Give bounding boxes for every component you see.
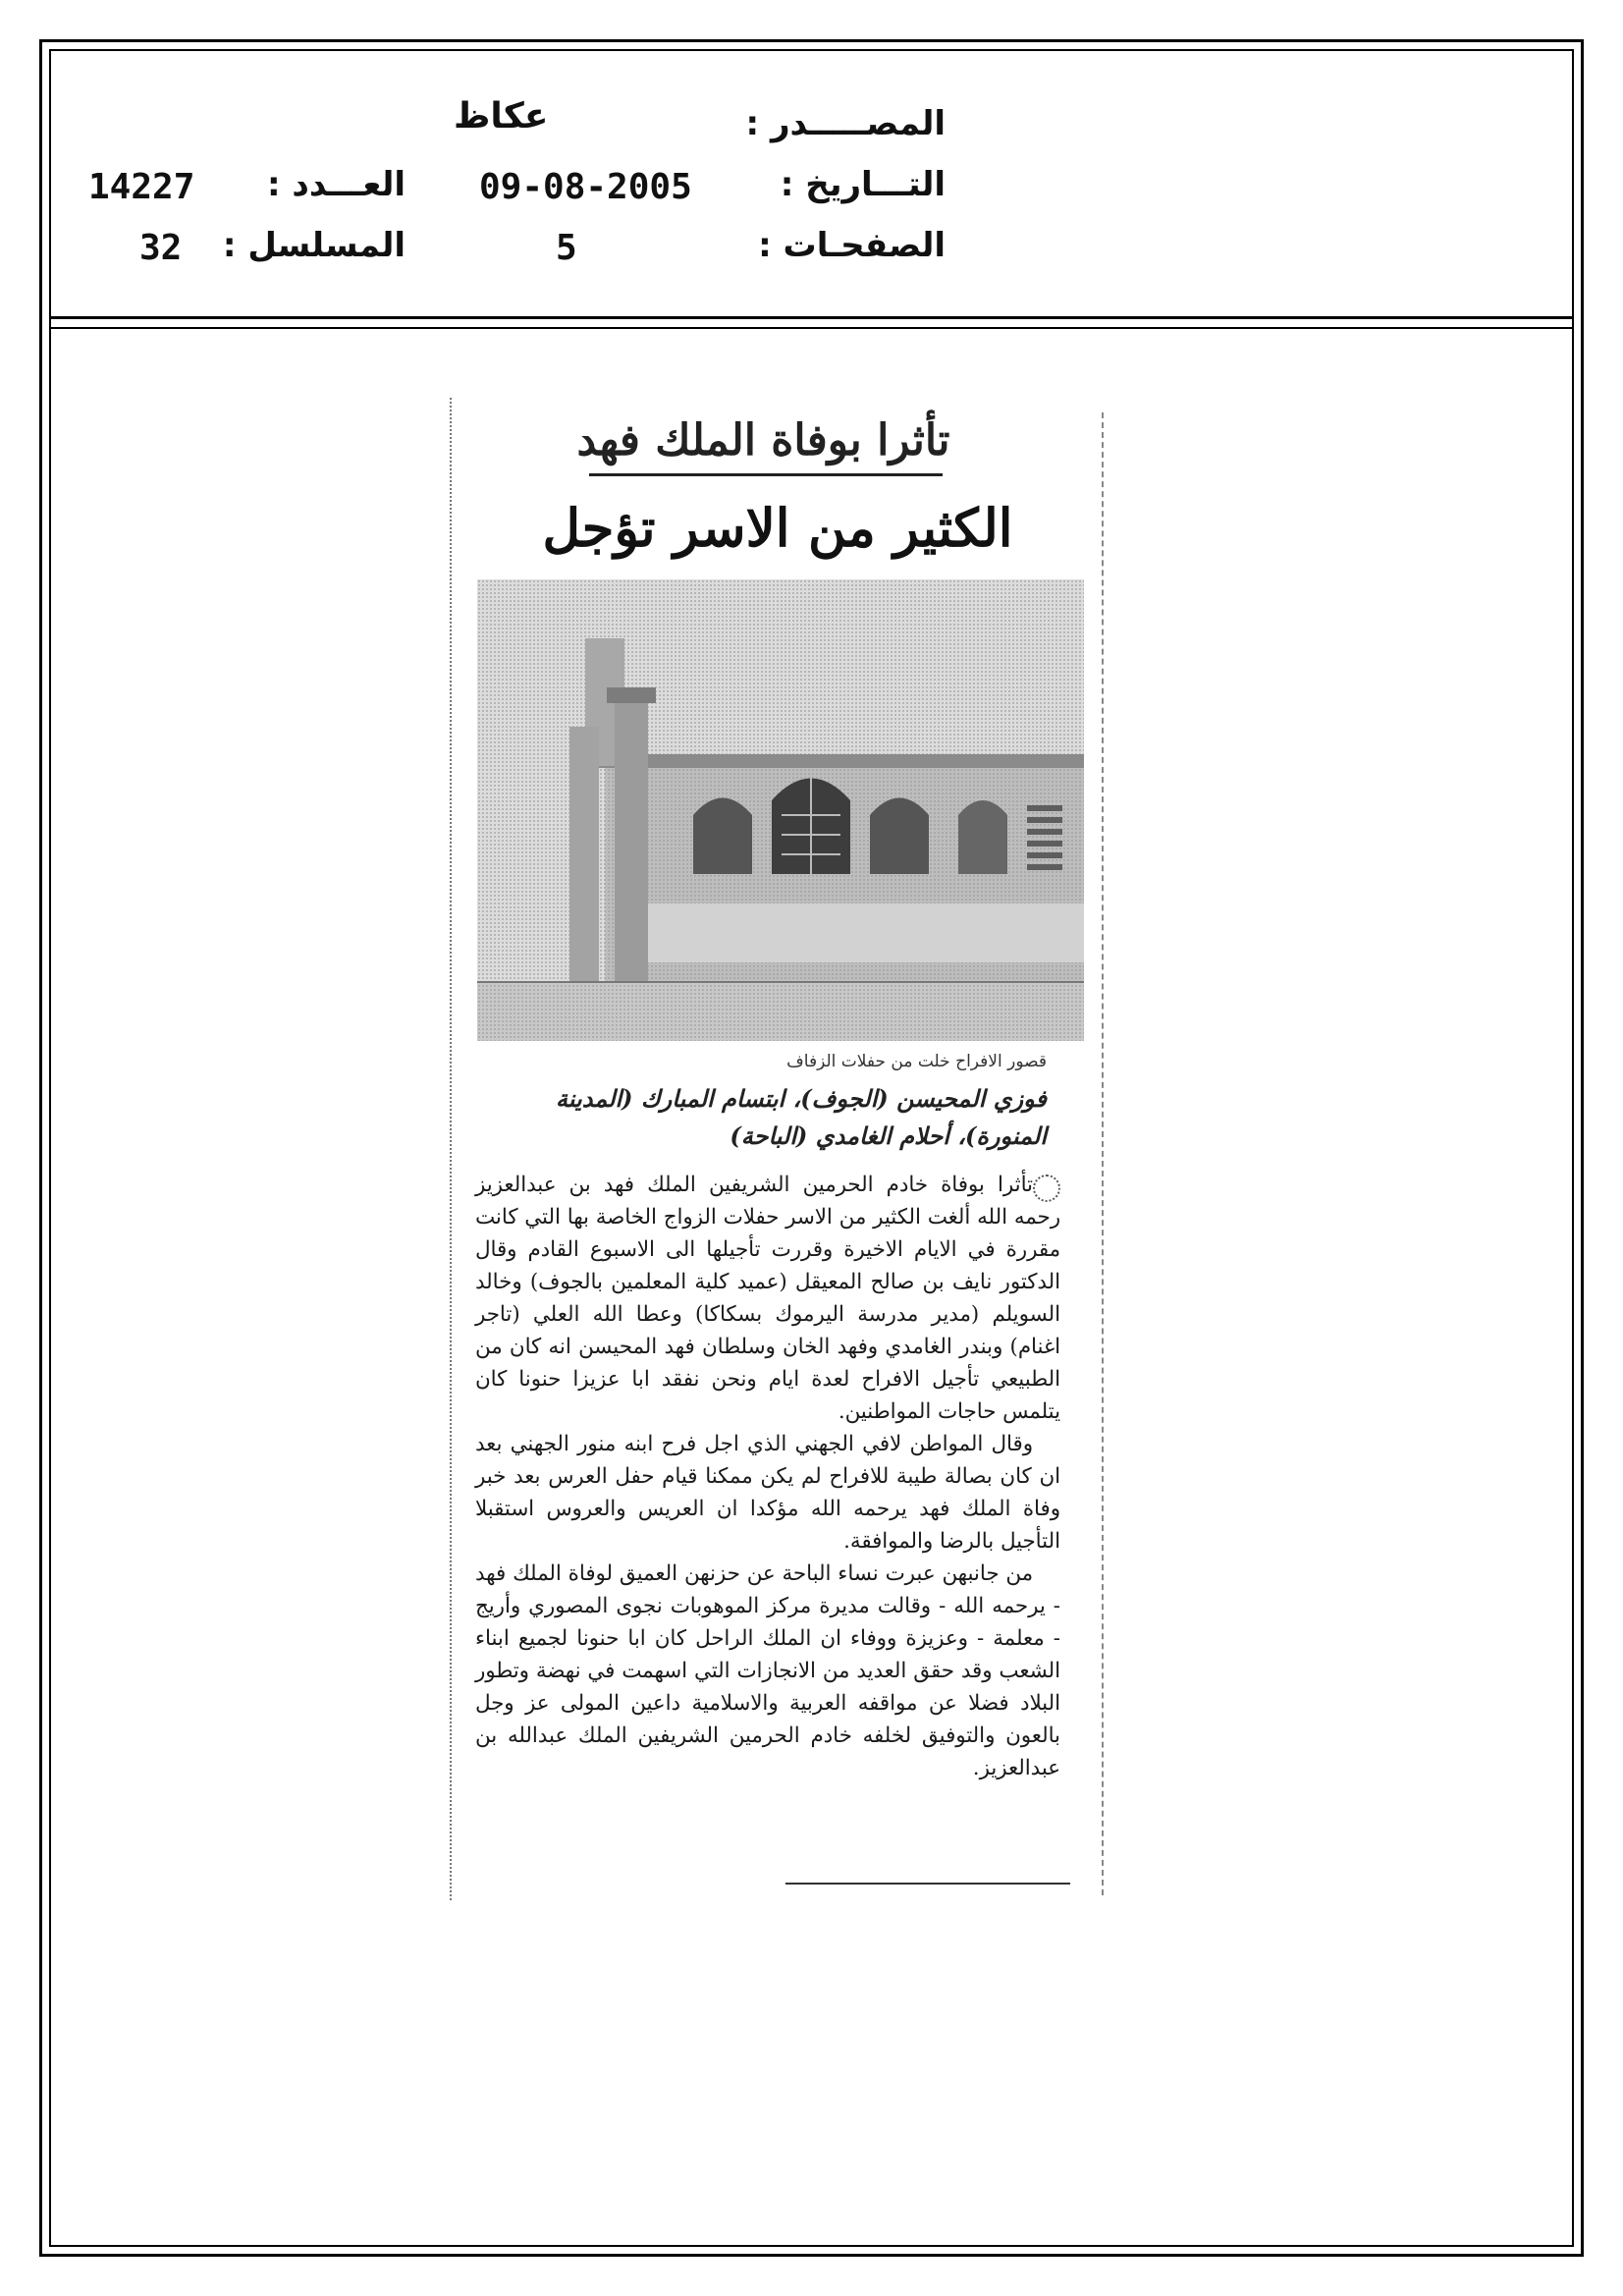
serial-label: المسلسل :: [222, 226, 406, 265]
source-label: المصـــــدر :: [745, 104, 946, 143]
article-paragraph: وقال المواطن لافي الجهني الذي اجل فرح ابنه منور الجهني بعد ان كان بصالة طيبة للافراح لم يكن ممكنا قيام حفل العرس بعد خبر وفاة الملك فهد يرحمه الله مؤكدا ان العريس والعروس استقبلا التأجيل بالرضا والموافقة.: [475, 1432, 1060, 1554]
article-headline: الكثير من الاسر تؤجل: [542, 498, 1013, 559]
date-label: التـــاريخ :: [780, 165, 946, 204]
kicker-underline: [589, 473, 943, 476]
issue-value: 14227: [88, 167, 195, 207]
date-value: 09-08-2005: [479, 167, 692, 207]
serial-value: 32: [139, 228, 183, 268]
source-value: عكاظ: [454, 96, 549, 137]
article-paragraph: من جانبهن عبرت نساء الباحة عن حزنهن العميق لوفاة الملك فهد - يرحمه الله - وقالت مديرة مركز الموهوبات نجوى المصوري وأريج - معلمة - وعزيزة ووفاء ان الملك الراحل كان ابا حنونا لجميع ابناء الشعب وقد حقق العديد من الانجازات التي اسهمت في نهضة وتطور البلاد فضلا عن مواقفه العربية والاسلامية داعين المولى عز وجل بالعون والتوفيق لخلفه خادم الحرمين الشريفين الملك عبدالله بن عبدالعزيز.: [475, 1561, 1060, 1780]
header-divider-inner: [49, 327, 1574, 329]
pages-value: 5: [556, 228, 577, 268]
article-kicker: تأثرا بوفاة الملك فهد: [576, 415, 950, 465]
article-body: [475, 1169, 1060, 1876]
article-paragraph: تأثرا بوفاة خادم الحرمين الشريفين الملك فهد بن عبدالعزيز رحمه الله ألغت الكثير من الاسر حفلات الزواج الخاصة بها التي كانت مقررة في الايام الاخيرة وقررت تأجيلها الى الاسبوع القادم وقال الدكتور نايف بن صالح المعيقل (عميد كلية المعلمين بالجوف) وخالد السويلم (مدير مدرسة اليرموك بسكاكا) وعطا الله العلي (تاجر اغنام) وبندر الغامدي وفهد الخان وسلطان فهد المحيسن انه كان من الطبيعي تأجيل الافراح لعدة ايام ونحن نفقد ابا عزيزا حنونا كان يتلمس حاجات المواطنين.: [475, 1173, 1060, 1424]
article-end-rule: [785, 1883, 1070, 1885]
photo-caption: قصور الافراح خلت من حفلات الزفاف: [786, 1052, 1047, 1071]
clipping-left-edge: [450, 398, 452, 1900]
header-divider: [49, 316, 1574, 319]
pages-label: الصفحـات :: [758, 226, 946, 265]
article-byline: فوزي المحيسن (الجوف)، ابتسام المبارك (المدينة المنورة)، أحلام الغامدي (الباحة): [555, 1084, 1047, 1150]
article-photo: [477, 579, 1084, 1041]
clipping-right-edge: [1102, 412, 1104, 1895]
issue-label: العـــدد :: [267, 165, 406, 204]
